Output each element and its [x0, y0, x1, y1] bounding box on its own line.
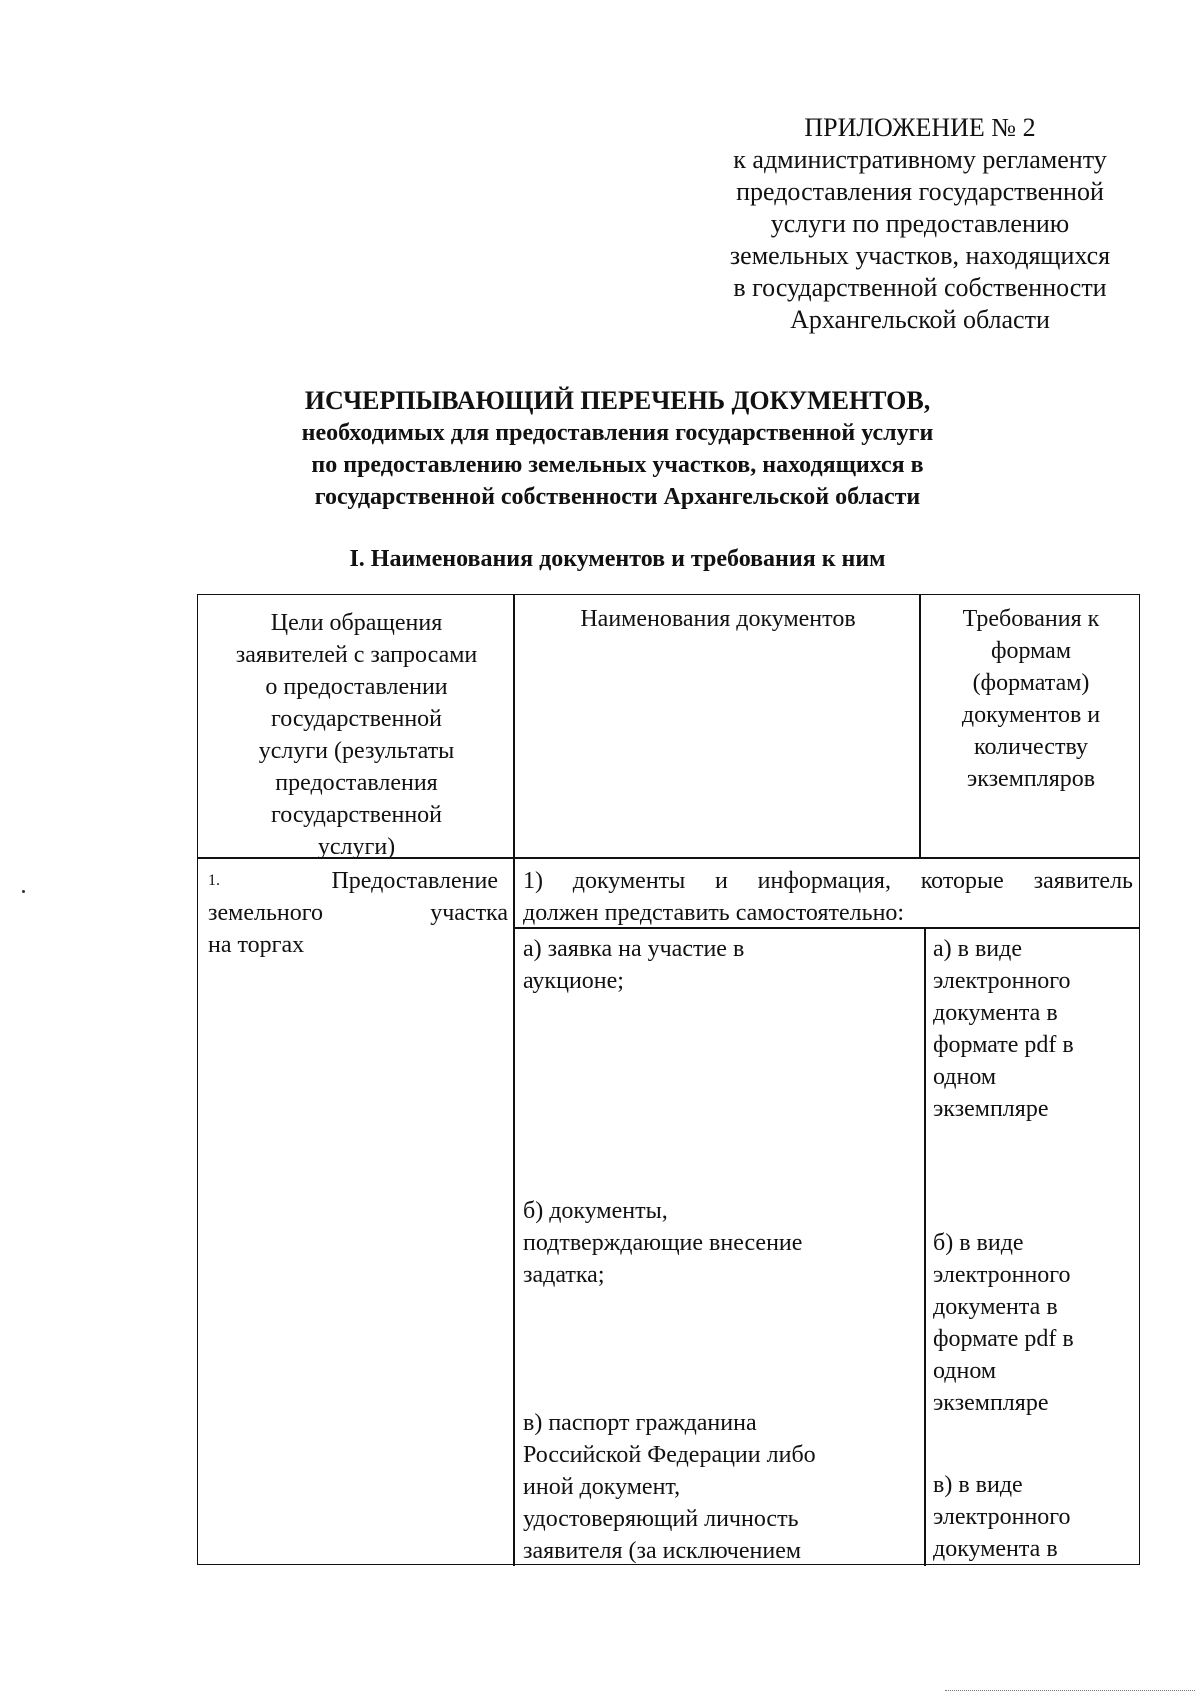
- req-b-line: формате pdf в: [933, 1326, 1074, 1352]
- goal-text: Предоставление: [331, 868, 498, 894]
- header-docs-line: Наименования документов: [580, 606, 856, 632]
- req-b-line: документа в: [933, 1294, 1058, 1320]
- span-line: 1) документы и информация, которые заявитель: [523, 868, 1133, 894]
- header-req-line: экземпляров: [966, 766, 1096, 792]
- scan-artifact-line: [945, 1690, 1195, 1692]
- appendix-line: земельных участков, находящихся: [729, 241, 1111, 270]
- documents-table: [197, 594, 1140, 1565]
- header-req-line: документов и: [961, 702, 1101, 728]
- header-goal: [204, 607, 509, 863]
- doc-item-a: [523, 933, 918, 997]
- header-goal-line: услуги (результаты: [258, 738, 455, 764]
- doc-c-line: заявителя (за исключением: [523, 1538, 802, 1564]
- title-line: необходимых для предоставления государственной услуги: [301, 420, 934, 446]
- column-divider: [919, 595, 921, 857]
- section-title: I. Наименования документов и требования к ним: [349, 546, 886, 572]
- document-title: [180, 385, 1055, 513]
- req-a-line: формате pdf в: [933, 1032, 1074, 1058]
- appendix-line: ПРИЛОЖЕНИЕ № 2: [804, 113, 1036, 142]
- doc-c-line: Российской Федерации либо: [523, 1442, 816, 1468]
- header-req-line: (форматам): [972, 670, 1090, 696]
- header-goal-line: Цели обращения: [270, 610, 443, 636]
- title-line: государственной собственности Архангельской области: [314, 484, 921, 510]
- header-req-line: Требования к: [962, 606, 1100, 632]
- req-item-a: [933, 933, 1133, 1125]
- req-a-line: экземпляре: [933, 1096, 1049, 1122]
- doc-b-line: подтверждающие внесение: [523, 1230, 803, 1256]
- req-a-line: одном: [933, 1064, 997, 1090]
- header-goal-line: государственной: [270, 706, 443, 732]
- scan-artifact-dot: [22, 890, 25, 893]
- req-b-line: экземпляре: [933, 1390, 1049, 1416]
- req-b-line: электронного: [933, 1262, 1071, 1288]
- appendix-line: к административному регламенту: [733, 145, 1107, 174]
- appendix-line: услуги по предоставлению: [770, 209, 1070, 238]
- title-line: по предоставлению земельных участков, находящихся в: [311, 452, 924, 478]
- goal-number: 1.: [208, 872, 220, 889]
- header-goal-line: государственной: [270, 802, 443, 828]
- doc-a-line: а) заявка на участие в: [523, 936, 745, 962]
- doc-c-line: в) паспорт гражданина: [523, 1410, 757, 1436]
- header-goal-line: о предоставлении: [265, 674, 448, 700]
- req-b-line: б) в виде: [933, 1230, 1024, 1256]
- span-line: должен представить самостоятельно:: [523, 900, 905, 926]
- header-req-line: количеству: [974, 734, 1088, 760]
- header-docs: [523, 603, 913, 635]
- req-c-line: документа в: [933, 1536, 1058, 1562]
- appendix-header: [690, 112, 1150, 336]
- req-a-line: электронного: [933, 968, 1071, 994]
- header-req-line: формам: [990, 638, 1072, 664]
- title-line: ИСЧЕРПЫВАЮЩИЙ ПЕРЕЧЕНЬ ДОКУМЕНТОВ,: [304, 386, 931, 415]
- goal-line-1: [208, 865, 508, 897]
- doc-c-line: иной документ,: [523, 1474, 681, 1500]
- req-a-line: документа в: [933, 1000, 1058, 1026]
- doc-item-c: [523, 1407, 918, 1567]
- doc-c-line: удостоверяющий личность: [523, 1506, 799, 1532]
- goal-line-3: на торгах: [208, 932, 305, 958]
- goal-line-2: земельного участка: [208, 900, 508, 926]
- appendix-line: Архангельской области: [790, 305, 1050, 334]
- req-item-b: [933, 1227, 1133, 1419]
- header-goal-line: предоставления: [275, 770, 438, 796]
- header-goal-line: заявителей с запросами: [235, 642, 478, 668]
- doc-a-line: аукционе;: [523, 968, 624, 994]
- header-requirements: [925, 603, 1137, 795]
- req-item-c: [933, 1469, 1133, 1565]
- appendix-line: предоставления государственной: [736, 177, 1104, 206]
- doc-b-line: задатка;: [523, 1262, 605, 1288]
- row1-span-heading: [523, 865, 1133, 929]
- header-goal-line: услуги): [317, 834, 396, 860]
- req-c-line: электронного: [933, 1504, 1071, 1530]
- column-divider: [513, 595, 515, 1566]
- req-c-line: в) в виде: [933, 1472, 1023, 1498]
- req-b-line: одном: [933, 1358, 997, 1384]
- req-a-line: а) в виде: [933, 936, 1023, 962]
- appendix-line: в государственной собственности: [733, 273, 1107, 302]
- row1-goal: [208, 865, 508, 961]
- doc-item-b: [523, 1195, 918, 1291]
- column-divider: [924, 927, 926, 1566]
- doc-b-line: б) документы,: [523, 1198, 668, 1224]
